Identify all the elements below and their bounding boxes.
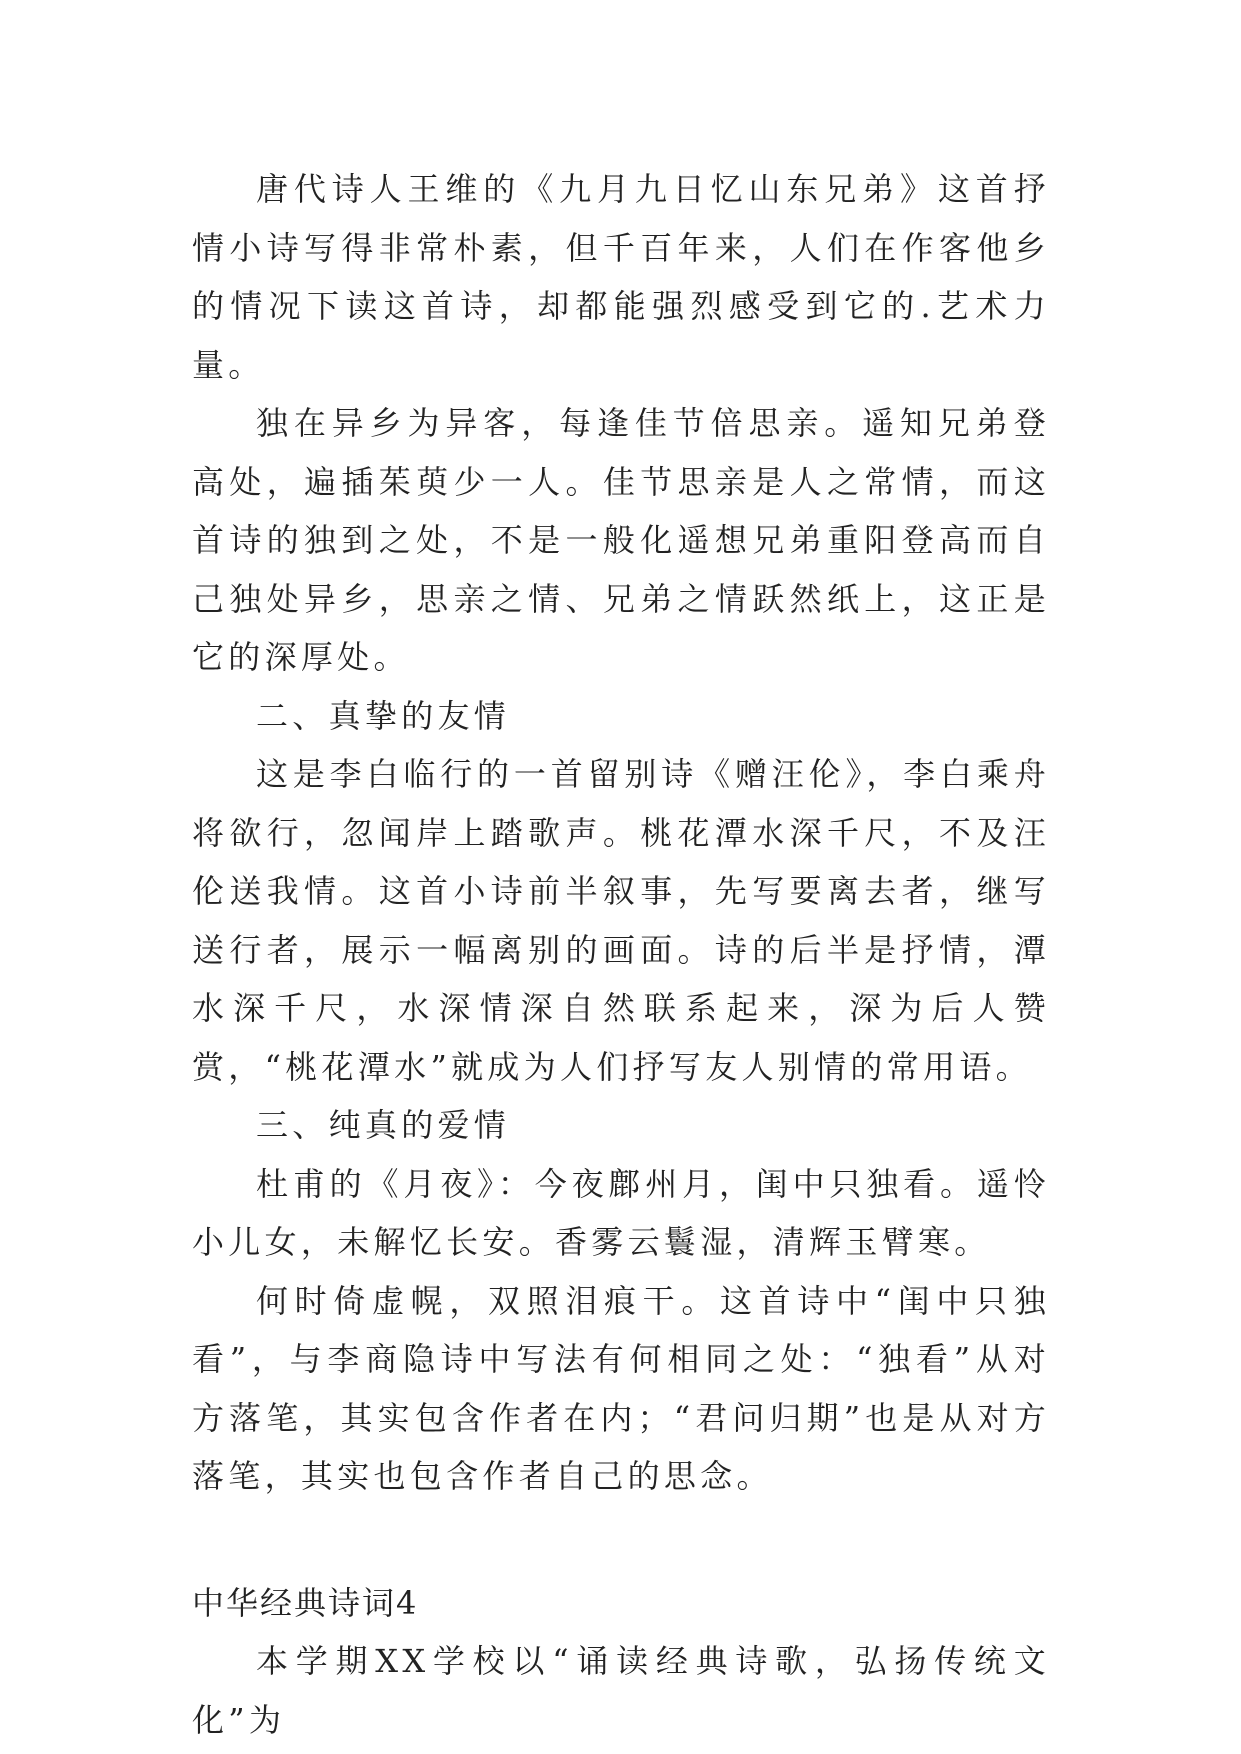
paragraph-wang-wei-poem: 独在异乡为异客，每逢佳节倍思亲。遥知兄弟登高处，遍插茱萸少一人。佳节思亲是人之常情，而这首诗的独到之处，不是一般化遥想兄弟重阳登高而自己独处异乡，思亲之情、兄弟之情跃然纸上，这正是它的深厚处。 <box>192 404 1050 676</box>
paragraph-li-bai: 这是李白临行的一首留别诗《赠汪伦》，李白乘舟将欲行，忽闻岸上踏歌声。桃花潭水深千尺，不及汪伦送我情。这首小诗前半叙事，先写要离去者，继写送行者，展示一幅离别的画面。诗的后半是抒情，潭水深千尺，水深情深自然联系起来，深为后人赞赏，“桃花潭水”就成为人们抒写友人别情的常用语。 <box>192 755 1050 1086</box>
paragraph-wang-wei-intro: 唐代诗人王维的《九月九日忆山东兄弟》这首抒情小诗写得非常朴素，但千百年来，人们在作客他乡的情况下读这首诗，却都能强烈感受到它的.艺术力量。 <box>192 170 1050 384</box>
paragraph-du-fu-poem: 杜甫的《月夜》：今夜鄜州月，闺中只独看。遥怜小儿女，未解忆长安。香雾云鬟湿，清辉玉臂寒。 <box>192 1164 1050 1261</box>
paragraph-du-fu-analysis: 何时倚虚幌，双照泪痕干。这首诗中“闺中只独看”，与李商隐诗中写法有何相同之处：“独看”从对方落笔，其实包含作者在内；“君问归期”也是从对方落笔，其实也包含作者自己的思念。 <box>192 1281 1050 1495</box>
document-body <box>192 160 1050 1749</box>
heading-friendship: 二、真挚的友情 <box>256 696 511 735</box>
section-title: 中华经典诗词4 <box>192 1583 419 1622</box>
paragraph-school-intro: 本学期XX学校以“诵读经典诗歌，弘扬传统文化”为 <box>192 1642 1050 1739</box>
heading-love: 三、纯真的爱情 <box>256 1106 511 1144</box>
